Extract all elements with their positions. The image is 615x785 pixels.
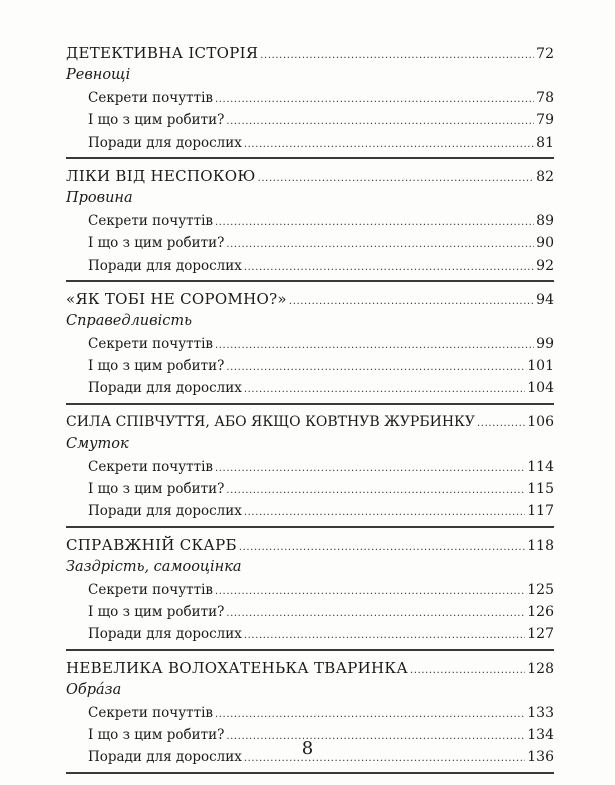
chapter-heading xyxy=(66,42,554,64)
emotion-subtitle: Ревнощі xyxy=(66,67,131,84)
emotion-subtitle: Провина xyxy=(66,190,133,207)
emotion-subtitle: Смуток xyxy=(66,436,129,453)
entry-label: Поради для дорослих xyxy=(88,134,242,151)
dot-leader xyxy=(410,660,525,682)
page-number: 8 xyxy=(301,738,314,759)
entry-label: Поради для дорослих xyxy=(88,749,242,766)
chapter-page: 118 xyxy=(527,537,554,554)
entry-page: 92 xyxy=(536,257,554,274)
dot-leader xyxy=(226,234,534,256)
toc-entry xyxy=(66,232,554,254)
entry-page: 79 xyxy=(536,112,554,129)
emotion-subtitle: Обрáза xyxy=(66,682,122,699)
chapter-title: НЕВЕЛИКА ВОЛОХАТЕНЬКА ТВАРИНКА xyxy=(66,658,409,677)
entry-label: Поради для дорослих xyxy=(88,380,242,397)
dot-leader xyxy=(215,335,534,357)
entry-label: Секрети почуттів xyxy=(88,704,213,721)
toc-entry xyxy=(66,377,554,399)
toc-entry xyxy=(66,333,554,355)
dot-leader xyxy=(226,111,534,133)
dot-leader xyxy=(215,89,534,111)
entry-label: Поради для дорослих xyxy=(88,257,242,274)
entry-page: 125 xyxy=(527,581,554,598)
toc-entry xyxy=(66,702,554,724)
entry-label: І що з цим робити? xyxy=(88,358,225,375)
entry-page: 136 xyxy=(527,749,554,766)
chapter-page: 72 xyxy=(536,46,554,62)
entry-label: І що з цим робити? xyxy=(88,112,225,129)
dot-leader xyxy=(289,291,534,313)
dot-leader xyxy=(226,603,525,625)
chapter-title: ЛІКИ ВІД НЕСПОКОЮ xyxy=(66,166,256,185)
entry-label: Секрети почуттів xyxy=(88,458,213,475)
entry-label: Секрети почуттів xyxy=(88,335,213,352)
entry-page: 126 xyxy=(527,603,554,620)
entry-page: 114 xyxy=(527,458,554,475)
entry-label: Поради для дорослих xyxy=(88,626,242,643)
dot-leader xyxy=(215,704,525,726)
dot-leader xyxy=(215,581,525,603)
toc-section xyxy=(66,42,554,159)
entry-page: 78 xyxy=(536,89,554,106)
toc-entry xyxy=(66,601,554,623)
dot-leader xyxy=(244,502,525,524)
entry-page: 134 xyxy=(527,726,554,743)
chapter-heading xyxy=(66,288,554,310)
entry-page: 133 xyxy=(527,704,554,721)
chapter-heading xyxy=(66,411,554,433)
entry-page: 90 xyxy=(536,235,554,252)
dot-leader xyxy=(226,480,525,502)
dot-leader xyxy=(244,257,534,279)
toc-section xyxy=(66,165,554,282)
dot-leader xyxy=(477,413,525,435)
entry-label: Секрети почуттів xyxy=(88,89,213,106)
dot-leader xyxy=(244,134,534,156)
entry-page: 104 xyxy=(527,380,554,397)
toc-section xyxy=(66,411,554,528)
toc-entry xyxy=(66,132,554,154)
toc-entry xyxy=(66,355,554,377)
toc-section xyxy=(66,534,554,651)
dot-leader xyxy=(260,45,534,67)
entry-label: Секрети почуттів xyxy=(88,212,213,229)
chapter-title: ДЕТЕКТИВНА ІСТОРІЯ xyxy=(66,44,259,62)
entry-label: Секрети почуттів xyxy=(88,581,213,598)
entry-page: 117 xyxy=(527,503,554,520)
table-of-contents xyxy=(66,42,554,774)
chapter-heading xyxy=(66,657,554,679)
chapter-title: СИЛА СПІВЧУТТЯ, АБО ЯКЩО КОВТНУВ ЖУРБИНКУ xyxy=(66,413,476,430)
chapter-page: 82 xyxy=(536,168,554,185)
toc-entry xyxy=(66,500,554,522)
dot-leader xyxy=(226,357,525,379)
dot-leader xyxy=(244,379,525,401)
toc-entry xyxy=(66,255,554,277)
chapter-title: СПРАВЖНІЙ СКАРБ xyxy=(66,535,237,554)
chapter-page: 128 xyxy=(527,660,554,677)
chapter-page: 94 xyxy=(536,291,554,308)
entry-page: 89 xyxy=(536,212,554,229)
toc-entry xyxy=(66,456,554,478)
chapter-heading xyxy=(66,534,554,556)
toc-entry xyxy=(66,478,554,500)
entry-label: І що з цим робити? xyxy=(88,481,225,498)
entry-label: І що з цим робити? xyxy=(88,603,225,620)
entry-label: І що з цим робити? xyxy=(88,235,225,252)
entry-page: 81 xyxy=(536,134,554,151)
toc-entry xyxy=(66,210,554,232)
dot-leader xyxy=(215,212,534,234)
toc-section xyxy=(66,288,554,405)
dot-leader xyxy=(258,168,535,190)
entry-label: Поради для дорослих xyxy=(88,503,242,520)
emotion-subtitle: Справедливість xyxy=(66,313,192,330)
dot-leader xyxy=(239,537,525,559)
entry-page: 127 xyxy=(527,626,554,643)
toc-entry xyxy=(66,87,554,109)
entry-page: 115 xyxy=(527,481,554,498)
dot-leader xyxy=(215,458,525,480)
toc-entry xyxy=(66,623,554,645)
chapter-title: «ЯК ТОБІ НЕ СОРОМНО?» xyxy=(66,289,287,308)
toc-entry xyxy=(66,109,554,131)
chapter-page: 106 xyxy=(527,413,554,430)
entry-page: 99 xyxy=(536,335,554,352)
dot-leader xyxy=(244,625,525,647)
chapter-heading xyxy=(66,165,554,187)
entry-label: І що з цим робити? xyxy=(88,726,225,743)
toc-entry xyxy=(66,579,554,601)
emotion-subtitle: Заздрість, самооцінка xyxy=(66,559,242,576)
entry-page: 101 xyxy=(527,358,554,375)
